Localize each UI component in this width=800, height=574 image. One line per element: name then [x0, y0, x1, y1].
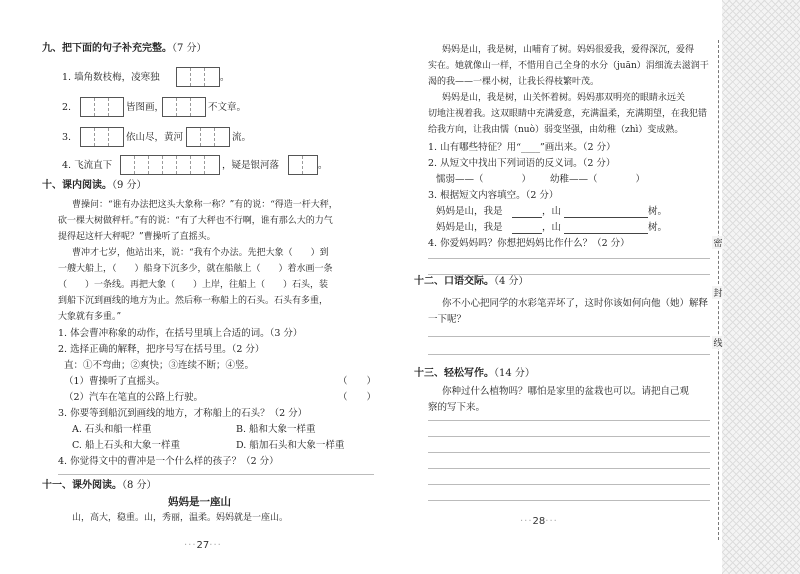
s13-writing-line-6[interactable] [428, 500, 710, 501]
s10-q3-option-d[interactable]: D. 船加石头和大象一样重 [236, 440, 345, 451]
s10-q2-b: （2）汽车在笔直的公路上行驶。 [64, 392, 204, 403]
s12-text-line-2: 一下呢？ [428, 314, 467, 325]
s11-q3-a-blank1[interactable] [512, 217, 542, 218]
s9-q2-boxes-a[interactable] [80, 97, 124, 117]
right-page [400, 0, 800, 574]
section-13-title: 十三、轻松写作。（14 分） [414, 368, 535, 379]
s11-q4: 4. 你爱妈妈吗？你想把妈妈比作什么？（2 分） [428, 238, 630, 249]
section-10-title: 十、课内阅读。（9 分） [42, 180, 147, 191]
s10-q3-option-c[interactable]: C. 船上石头和大象一样重 [72, 440, 180, 451]
s9-q4-end: ，疑是银河落 [222, 160, 280, 171]
s9-q4-start: 4. 飞流直下 [62, 160, 113, 171]
s12-answer-line-2[interactable] [428, 354, 710, 355]
story-right-line-3: 渴的我——一棵小树，让我长得枝繁叶茂。 [428, 77, 600, 87]
s9-q1-text: 1. 墙角数枝梅，凌寒独 [62, 72, 160, 83]
s13-writing-line-1[interactable] [428, 420, 710, 421]
s13-writing-line-2[interactable] [428, 436, 710, 437]
s10-q4-answer-line[interactable] [58, 474, 374, 475]
s13-writing-line-5[interactable] [428, 484, 710, 485]
s9-q2-num: 2. [62, 102, 72, 113]
story-right-line-1: 妈妈是山，我是树，山哺育了树。妈妈很爱我，爱得深沉，爱得 [442, 45, 695, 55]
s13-text-line-1: 你种过什么植物吗？哪怕是家里的盆栽也可以。请把自己观 [442, 386, 690, 397]
s11-q3-b-part2: ，山 [542, 222, 562, 233]
page-number-right: ···28··· [520, 516, 558, 527]
s10-q1: 1. 体会曹冲称象的动作，在括号里填上合适的词。（3 分） [58, 328, 303, 339]
s12-text-line-1: 你不小心把同学的水彩笔弄坏了，这时你该如何向他（她）解释 [442, 298, 709, 309]
binding-margin [722, 0, 800, 574]
s13-writing-line-4[interactable] [428, 468, 710, 469]
s10-q2-b-answer[interactable]: （ ） [338, 392, 377, 403]
passage-line-2: 砍一棵大树做秤杆。”有的说：“有了大秤也不行啊，谁有那么大的力气 [58, 216, 333, 226]
s10-q2-a: （1）曹操听了直摇头。 [64, 376, 166, 387]
page-number-left: ···27··· [184, 540, 222, 551]
section-12-title: 十二、口语交际。（4 分） [414, 276, 529, 287]
passage-line-3: 提得起这杆大秤呢？”曹操听了直摇头。 [58, 232, 216, 242]
s11-q3-a-part3: 树。 [648, 206, 668, 217]
s11-q3-a-part1: 妈妈是山，我是 [436, 206, 503, 217]
s11-q3-b-blank2[interactable] [564, 233, 648, 234]
story-right-line-5: 切地注视着我。这双眼睛中充满爱意，充满温柔，充满期望，在我犯错 [428, 109, 708, 119]
passage-line-5: 一艘大船上，（ ）船身下沉多少，就在船舷上（ ）着水画一条 [58, 264, 333, 274]
s11-q3-b-blank1[interactable] [512, 233, 542, 234]
s13-text-line-2: 察的写下来。 [428, 402, 486, 413]
s11-q2-a[interactable]: 懦弱——（ ） [436, 174, 532, 185]
s9-q2-boxes-b[interactable] [162, 97, 206, 117]
passage-line-1: 曹操问：“谁有办法把这头大象称一称？”有的说：“得造一杆大秤， [72, 200, 338, 210]
s11-q3-a-part2: ，山 [542, 206, 562, 217]
s9-q2-end: 不文章。 [208, 102, 247, 113]
story-right-line-6: 给我方向，让我由懦（nuò）弱变坚强，由幼稚（zhì）变成熟。 [428, 125, 684, 135]
s10-q2-options: 直：①不弯曲；②爽快；③连续不断；④竖。 [64, 360, 255, 371]
s11-q3-b-part3: 树。 [648, 222, 668, 233]
s10-q2-a-answer[interactable]: （ ） [338, 376, 377, 387]
s9-q3-end: 流。 [232, 132, 252, 143]
s11-q3-b-part1: 妈妈是山，我是 [436, 222, 503, 233]
passage-line-8: 大象就有多重。” [58, 312, 122, 322]
passage-line-6: （ ）一条线。再把大象（ ）上岸，往船上（ ）石头，装 [58, 280, 329, 290]
s9-q1-boxes[interactable] [176, 67, 220, 87]
s11-q3-a-blank2[interactable] [564, 217, 648, 218]
seal-mark-xian: 线 [712, 336, 724, 349]
s11-q2: 2. 从短文中找出下列词语的反义词。（2 分） [428, 158, 616, 169]
passage-line-4: 曹冲才七岁，他站出来，说：“我有个办法。先把大象（ ）到 [72, 248, 329, 258]
s11-q3: 3. 根据短文内容填空。（2 分） [428, 190, 559, 201]
seal-mark-feng: 封 [712, 286, 724, 299]
s9-q3-mid: 依山尽，黄河 [126, 132, 184, 143]
s9-q4-boxes-b[interactable] [288, 155, 318, 175]
s10-q4: 4. 你觉得文中的曹冲是一个什么样的孩子？（2 分） [58, 456, 279, 467]
s13-writing-line-3[interactable] [428, 452, 710, 453]
story-right-line-4: 妈妈是山，我是树，山关怀着树。妈妈那双明亮的眼睛永远关 [442, 93, 686, 103]
s11-q4-line-1[interactable] [428, 258, 710, 259]
s11-q2-b[interactable]: 幼稚——（ ） [550, 174, 646, 185]
s10-q3-option-b[interactable]: B. 船和大象一样重 [236, 424, 316, 435]
s9-q3-boxes-b[interactable] [186, 127, 230, 147]
s9-q1-end: 。 [220, 72, 230, 83]
s10-q3: 3. 你要等到船沉到画线的地方，才称船上的石头？（2 分） [58, 408, 308, 419]
section-9-title: 九、把下面的句子补充完整。（7 分） [42, 43, 207, 54]
s9-q3-boxes-a[interactable] [80, 127, 124, 147]
story-line-1: 山，高大，稳重。山，秀丽，温柔。妈妈就是一座山。 [72, 513, 289, 523]
s9-q3-num: 3. [62, 132, 72, 143]
passage-line-7: 到船下沉到画线的地方为止。然后称一称船上的石头。石头有多重， [58, 296, 329, 306]
seal-mark-mi: 密 [712, 236, 724, 249]
s11-q4-line-2[interactable] [428, 274, 710, 275]
s9-q4-boxes-a[interactable] [120, 155, 220, 175]
s10-q3-option-a[interactable]: A. 石头和船一样重 [72, 424, 152, 435]
s9-q4-final: 。 [318, 160, 328, 171]
section-11-title: 十一、课外阅读。（8 分） [42, 480, 157, 491]
story-title: 妈妈是一座山 [168, 496, 231, 508]
story-right-line-2: 实在。她就像山一样，不惜用自己全身的水分（juān）涓细流去滋润干 [428, 61, 709, 71]
s12-answer-line-1[interactable] [428, 336, 710, 337]
s11-q1: 1. 山有哪些特征？用“____”画出来。（2 分） [428, 142, 616, 153]
s10-q2: 2. 选择正确的解释，把序号写在括号里。（2 分） [58, 344, 265, 355]
s9-q2-mid: 皆图画， [126, 102, 165, 113]
